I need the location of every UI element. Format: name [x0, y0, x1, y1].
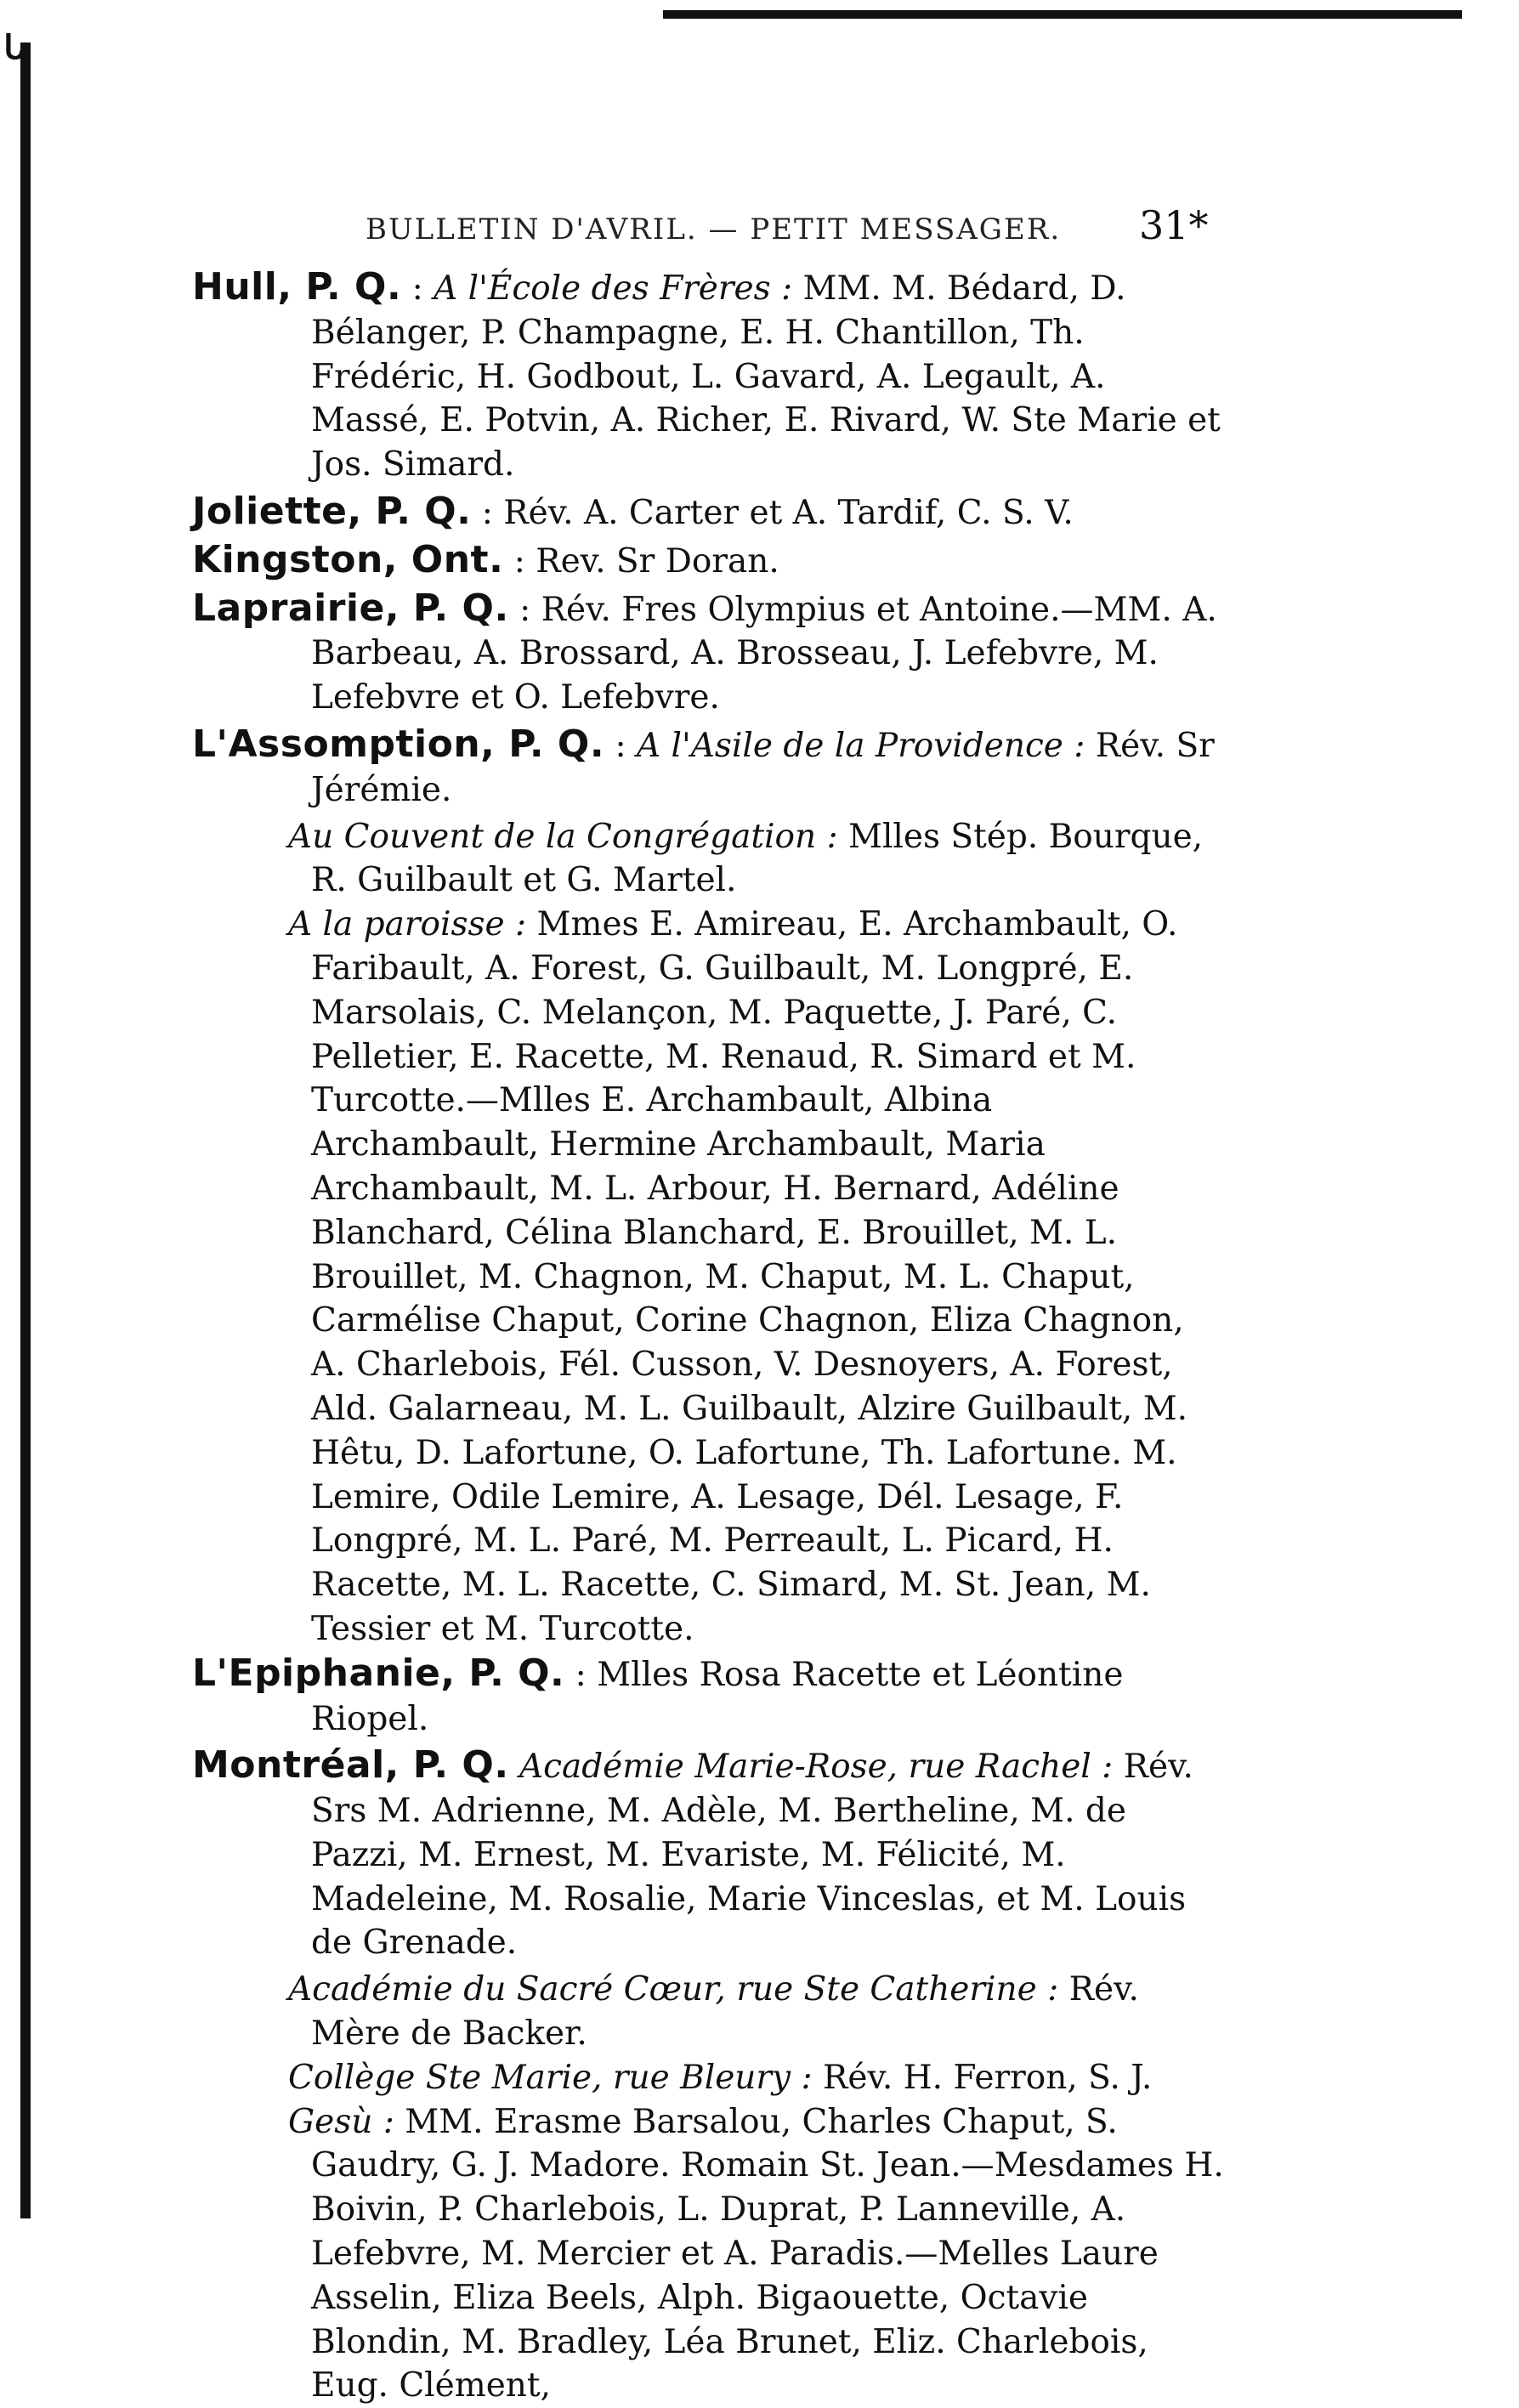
separator: : — [604, 726, 637, 765]
entry-text: Rév. H. Ferron, S. J. — [812, 2058, 1153, 2097]
separator: : — [401, 269, 434, 308]
institution: Académie Marie-Rose, rue Rachel : — [519, 1748, 1114, 1787]
place-name: Joliette, P. Q. — [192, 489, 472, 533]
entry-text: : Rév. A. Carter et A. Tardif, C. S. V. — [471, 493, 1074, 532]
top-rule — [663, 10, 1462, 19]
institution: Académie du Sacré Cœur, rue Ste Catherine : — [288, 1970, 1059, 2009]
institution: A l'Asile de la Providence : — [636, 726, 1085, 765]
entry-text: Rév. Sr Jérémie. — [311, 726, 1215, 809]
sub-entry-sacre-coeur — [192, 1968, 1226, 2056]
corner-mark: ᒐ — [3, 27, 26, 67]
separator — [509, 1748, 519, 1786]
entry-montreal — [192, 1743, 1226, 1965]
running-head: BULLETIN D'AVRIL. — PETIT MESSAGER. — [366, 212, 1062, 246]
institution: A la paroisse : — [288, 905, 527, 944]
sub-entry-gesu — [192, 2100, 1226, 2408]
sub-entry-paroisse — [192, 903, 1226, 1652]
place-name: Montréal, P. Q. — [192, 1743, 509, 1788]
entry-text: Rév. Mère de Backer. — [311, 1970, 1139, 2054]
page-number: 31* — [1139, 202, 1209, 248]
entry-text: Rév. Srs M. Adrienne, M. Adèle, M. Bertheline, M. de Pazzi, M. Ernest, M. Evariste, M. Félicité, M. Madeleine, M. Rosalie, Marie Vinceslas, et M. Louis de Grenade. — [311, 1748, 1193, 1963]
entry-laprairie — [192, 586, 1226, 720]
sub-entry-college — [192, 2056, 1226, 2100]
entry-text: MM. Erasme Barsalou, Charles Chaput, S. Gaudry, G. J. Madore. Romain St. Jean.—Mesdames H. Boivin, P. Charlebois, L. Duprat, P. Lanneville, A. Lefebvre, M. Mercier et A. Paradis.—Melles Laure Asselin, Eliza Beels, Alph. Bigaouette, Octavie Blondin, M. Bradley, Léa Brunet, Eliz. Charlebois, Eug. Clément, — [311, 2102, 1224, 2405]
entry-text: MM. M. Bédard, D. Bélanger, P. Champagne, E. H. Chantillon, Th. Frédéric, H. Godbout, L. Gavard, A. Legault, A. Massé, E. Potvin, A. Richer, E. Rivard, W. Ste Marie et Jos. Simard. — [311, 269, 1221, 484]
place-name: Hull, P. Q. — [192, 265, 402, 309]
sub-entry-couvent — [192, 815, 1226, 904]
entry-lepiphanie — [192, 1652, 1226, 1742]
entry-hull — [192, 265, 1226, 487]
entry-text: Mmes E. Amireau, E. Archambault, O. Faribault, A. Forest, G. Guilbault, M. Longpré, E. Marsolais, C. Melançon, M. Paquette, J. Paré, C. Pelletier, E. Racette, M. Renaud, R. Simard et M. Turcotte.—Mlles E. Archambault, Albina Archambault, Hermine Archambault, Maria Archambault, M. L. Arbour, H. Bernard, Adéline Blanchard, Célina Blanchard, E. Brouillet, M. L. Brouillet, M. Chagnon, M. Chaput, M. L. Chaput, Carmélise Chaput, Corine Chagnon, Eliza Chagnon, A. Charlebois, Fél. Cusson, V. Desnoyers, A. Forest, Ald. Galarneau, M. L. Guilbault, Alzire Guilbault, M. Hêtu, D. Lafortune, O. Lafortune, Th. Lafortune. M. Lemire, Odile Lemire, A. Lesage, Dél. Lesage, F. Longpré, M. L. Paré, M. Perreault, L. Picard, H. Racette, M. L. Racette, C. Simard, M. St. Jean, M. Tessier et M. Turcotte. — [311, 905, 1188, 1648]
entry-text: Mlles Stép. Bourque, R. Guilbault et G. Martel. — [311, 817, 1204, 900]
page-edge-shadow — [20, 42, 31, 2218]
entry-kingston — [192, 538, 1226, 584]
entry-text: : Rév. Fres Olympius et Antoine.—MM. A. Barbeau, A. Brossard, A. Brosseau, J. Lefebvre, M. Lefebvre et O. Lefebvre. — [311, 590, 1217, 717]
institution: Collège Ste Marie, rue Bleury : — [288, 2058, 813, 2097]
page-body — [192, 265, 1226, 2408]
entry-joliette — [192, 490, 1226, 535]
place-name: L'Epiphanie, P. Q. — [192, 1651, 565, 1695]
entry-text: : Mlles Rosa Racette et Léontine Riopel. — [311, 1655, 1124, 1738]
institution: Au Couvent de la Congrégation : — [288, 817, 838, 856]
place-name: Laprairie, P. Q. — [192, 586, 509, 630]
place-name: L'Assomption, P. Q. — [192, 722, 605, 766]
institution: Gesù : — [288, 2102, 394, 2141]
entry-text: : Rev. Sr Doran. — [503, 541, 779, 581]
place-name: Kingston, Ont. — [192, 537, 504, 581]
entry-lassomption — [192, 722, 1226, 813]
institution: A l'École des Frères : — [434, 269, 793, 308]
